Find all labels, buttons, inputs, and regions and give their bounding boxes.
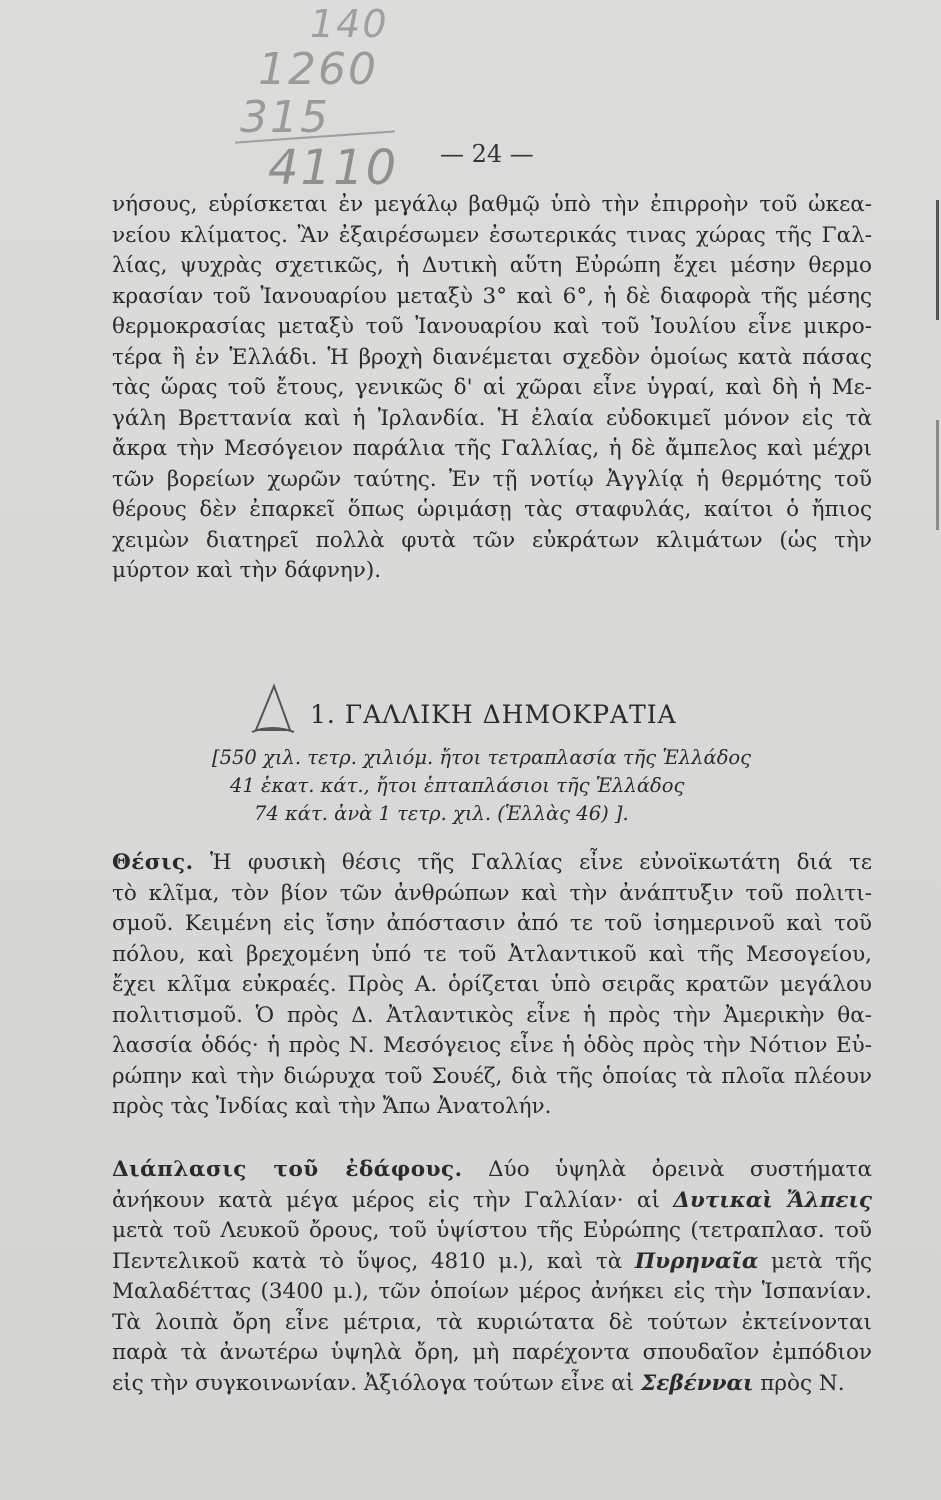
text-line: Μαλαδέττας (3400 μ.), τῶν ὁποίων μέρος ἀνήκει εἰς τὴν Ἱσπανίαν.	[112, 1279, 872, 1304]
text-line: πολιτισμοῦ. Ὁ πρὸς Δ. Ἀτλαντικὸς εἶνε ἡ πρὸς τὴν Ἀμερικὴν θα-	[112, 1002, 872, 1028]
text-line: τὰς ὥρας τοῦ ἔτους, γενικῶς δ' αἱ χῶραι εἶνε ὑγραί, καὶ δὴ ἡ Με-	[112, 375, 872, 400]
text-line: χειμὼν διατηρεῖ πολλὰ φυτὰ τῶν εὐκράτων κλιμάτων (ὡς τὴν	[112, 527, 872, 553]
paragraph-position	[112, 848, 872, 1123]
text-line: θερμοκρασίας μεταξὺ τοῦ Ἰανουαρίου καὶ τοῦ Ἰουλίου εἶνε μικρο-	[112, 314, 872, 339]
text-line: παρὰ τὰ ἀνωτέρω ὑψηλὰ ὄρη, μὴ παρέχοντα σπουδαῖον ἐμπόδιον	[112, 1340, 872, 1365]
pencil-note: 1260	[258, 44, 378, 95]
text-line: τῶν βορείων χωρῶν ταύτης. Ἐν τῇ νοτίῳ Ἀγγλίᾳ ἡ θερμότης τοῦ	[112, 466, 872, 492]
page-edge-mark	[936, 420, 939, 530]
text-line: μετὰ τοῦ Λευκοῦ ὄρους, τοῦ ὑψίστου τῆς Εὐρώπης (τετραπλασ. τοῦ	[112, 1218, 872, 1243]
emphasis-cevennes: Σεβένναι	[641, 1370, 754, 1396]
text-line: σμοῦ. Κειμένη εἰς ἴσην ἀπόστασιν ἀπό τε τοῦ ἰσημερινοῦ καὶ τοῦ	[112, 911, 872, 936]
text-line: πρὸς τὰς Ἰνδίας καὶ τὴν Ἄπω Ἀνατολήν.	[112, 1094, 552, 1119]
text-line: ἄκρα τὴν Μεσόγειον παράλια τῆς Γαλλίας, ἡ δὲ ἄμπελος καὶ μέχρι	[112, 436, 872, 461]
stats-line: [550 χιλ. τετρ. χιλιόμ. ἤτοι τετραπλασία τῆς Ἑλλάδος	[212, 746, 752, 769]
pencil-note: 140	[310, 2, 389, 46]
text-line: γάλη Βρεττανία καὶ ἡ Ἰρλανδία. Ἡ ἐλαία εὐδοκιμεῖ μόνον εἰς τὰ	[112, 405, 872, 431]
text-line: τὸ κλῖμα, τὸν βίον τῶν ἀνθρώπων καὶ τὴν ἀνάπτυξιν τοῦ πολιτι-	[112, 880, 872, 906]
section-stats	[212, 744, 812, 828]
text-line: λασσία ὁδός· ἡ πρὸς Ν. Μεσόγειος εἶνε ἡ ὁδὸς πρὸς τὴν Νότιον Εὐ-	[112, 1033, 872, 1058]
page-number: — 24 —	[440, 140, 534, 168]
run-in-heading: Θέσις.	[112, 850, 194, 875]
pencil-delta-mark	[250, 680, 296, 736]
paragraph-climate	[112, 190, 872, 587]
text-line: Τὰ λοιπὰ ὄρη εἶνε μέτρια, τὰ κυριώτατα δὲ τούτων ἐκτείνονται	[112, 1309, 872, 1335]
text-line: τέρα ἢ ἐν Ἑλλάδι. Ἡ βροχὴ διανέμεται σχεδὸν ὁμοίως κατὰ πάσας	[112, 344, 872, 370]
page-edge-mark	[936, 200, 939, 320]
text-line: Θέσις. Ἡ φυσικὴ θέσις τῆς Γαλλίας εἶνε εὐνοϊκωτάτη διά τε	[112, 850, 872, 875]
text-line: νείου κλίματος. Ἂν ἐξαιρέσωμεν ἐσωτερικάς τινας χώρας τῆς Γαλ-	[112, 222, 872, 248]
stats-line: 41 ἑκατ. κάτ., ἤτοι ἑπταπλάσιοι τῆς Ἑλλάδος	[230, 774, 685, 797]
section-heading: 1. ΓΑΛΛΙΚΗ ΔΗΜΟΚΡΑΤΙΑ	[310, 700, 677, 729]
pencil-note: 315	[240, 92, 330, 143]
text-line: πόλου, καὶ βρεχομένη ὑπό τε τοῦ Ἀτλαντικοῦ καὶ τῆς Μεσογείου,	[112, 941, 872, 967]
text-line: μύρτον καὶ τὴν δάφνην).	[112, 558, 382, 583]
text-line: ἔχει κλῖμα εὐκραές. Πρὸς Α. ὁρίζεται ὑπὸ σειρᾶς κρατῶν μεγάλου	[112, 972, 872, 997]
pencil-note: 4110	[268, 140, 399, 196]
paragraph-terrain	[112, 1155, 872, 1399]
text-line: ρώπην καὶ τὴν διώρυχα τοῦ Σουέζ, διὰ τῆς ὁποίας τὰ πλοῖα πλέουν	[112, 1063, 872, 1089]
emphasis-pyrenees: Πυρηναῖα	[634, 1248, 759, 1274]
text-line: νήσους, εὑρίσκεται ἐν μεγάλῳ βαθμῷ ὑπὸ τὴν ἐπιρροὴν τοῦ ὠκεα-	[112, 192, 872, 217]
text-line: ἀνήκουν κατὰ μέγα μέρος εἰς τὴν Γαλλίαν· αἱ Δυτικαὶ Ἄλπεις	[112, 1187, 872, 1213]
run-in-heading: Διάπλασις τοῦ ἐδάφους.	[112, 1157, 463, 1182]
emphasis-alps: Δυτικαὶ Ἄλπεις	[673, 1187, 872, 1213]
text-line: εἰς τὴν συγκοινωνίαν. Ἀξιόλογα τούτων εἶνε αἱ Σεβένναι πρὸς Ν.	[112, 1370, 845, 1396]
stats-line: 74 κάτ. ἀνὰ 1 τετρ. χιλ. (Ἑλλὰς 46) ].	[254, 802, 629, 825]
text-line: Πεντελικοῦ κατὰ τὸ ὕψος, 4810 μ.), καὶ τὰ Πυρηναῖα μετὰ τῆς	[112, 1248, 872, 1274]
text-line: κρασίαν τοῦ Ἰανουαρίου μεταξὺ 3° καὶ 6°, ἡ δὲ διαφορὰ τῆς μέσης	[112, 283, 872, 309]
text-line: λίας, ψυχρὰς σχετικῶς, ἡ Δυτικὴ αὕτη Εὐρώπη ἔχει μέσην θερμο	[112, 253, 872, 278]
text-line: θέρους δὲν ἐπαρκεῖ ὅπως ὡριμάσῃ τὰς σταφυλάς, καίτοι ὁ ἤπιος	[112, 497, 872, 522]
text-line: Διάπλασις τοῦ ἐδάφους. Δύο ὑψηλὰ ὀρεινὰ συστήματα	[112, 1157, 872, 1182]
